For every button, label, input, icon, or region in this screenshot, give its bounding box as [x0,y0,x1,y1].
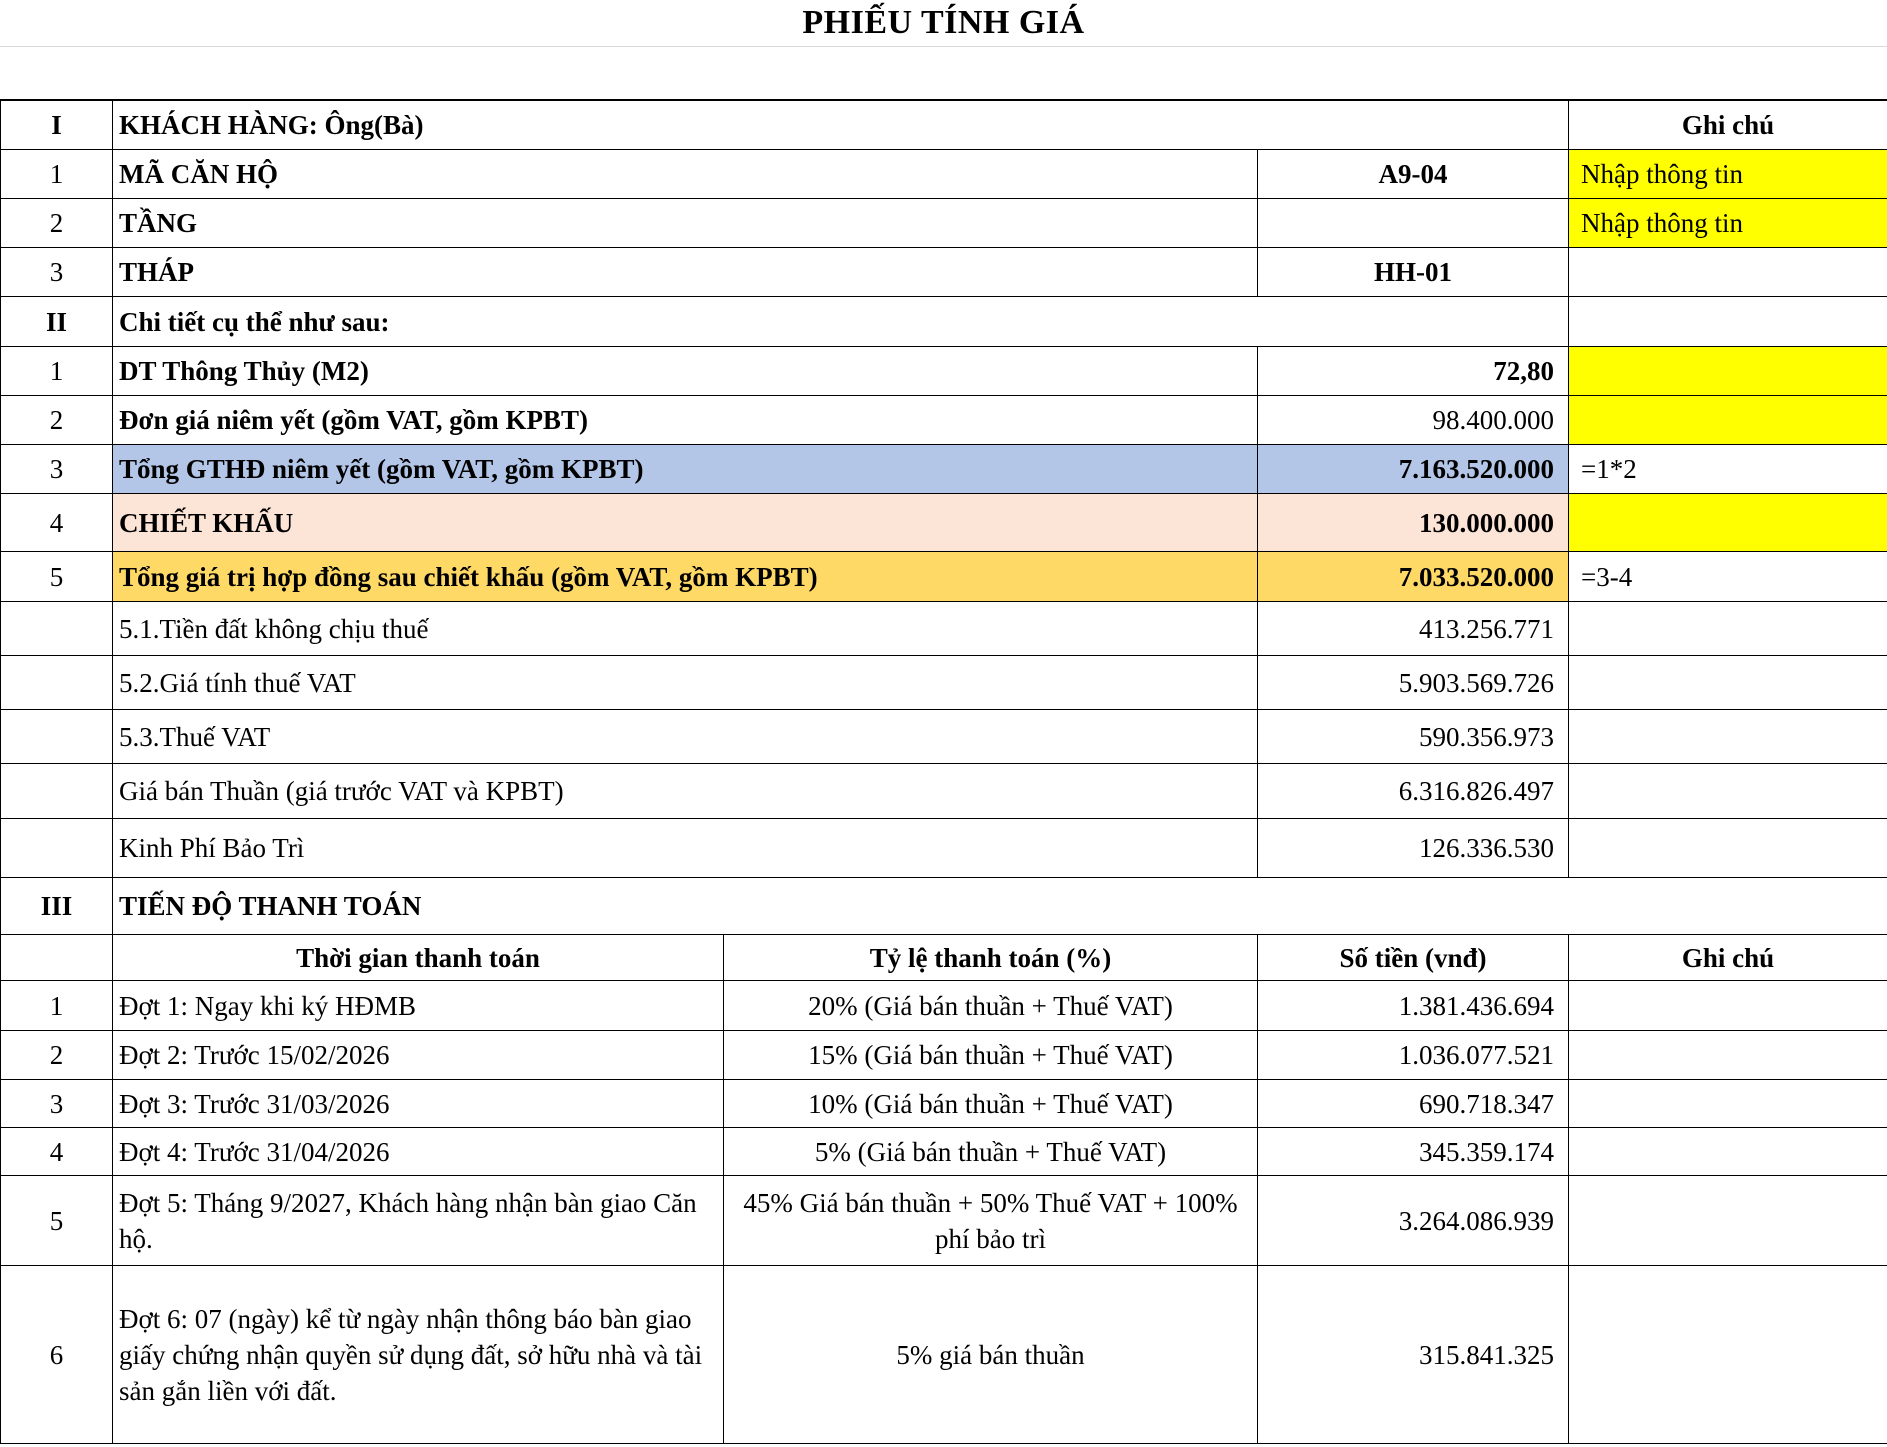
empty-cell [724,396,1258,445]
area-value[interactable]: 72,80 [1258,347,1569,396]
table-row [1,199,1887,248]
section-i-header [1,101,1887,150]
table-row [1,819,1887,878]
table-row [1,656,1887,710]
section-roman: II [1,297,113,347]
floor-cell[interactable] [1258,199,1569,248]
empty-cell [724,347,1258,396]
unit-price-value[interactable]: 98.400.000 [1258,396,1569,445]
net-price-value[interactable]: 6.316.826.497 [1258,764,1569,819]
apartment-code-cell[interactable]: A9-04 [1258,150,1569,199]
input-note-cell[interactable]: Nhập thông tin [1569,150,1887,199]
empty-cell [1,602,113,656]
row-number: 5 [1,1176,113,1266]
discount-value[interactable]: 130.000.000 [1258,494,1569,552]
note-cell[interactable] [1569,297,1887,347]
row-number: 2 [1,199,113,248]
payment-time: Đợt 4: Trước 31/04/2026 [113,1128,724,1176]
payment-rate: 10% (Giá bán thuần + Thuế VAT) [724,1080,1258,1128]
row-number: 4 [1,494,113,552]
column-header: Thời gian thanh toán [113,935,724,981]
row-label: TẦNG [113,199,1258,248]
vat-base-value[interactable]: 5.903.569.726 [1258,656,1569,710]
contract-total-value[interactable]: 7.033.520.000 [1258,552,1569,602]
payment-time: Đợt 6: 07 (ngày) kể từ ngày nhận thông báo bàn giao giấy chứng nhận quyền sử dụng đất, sở hữu nhà và tài sản gắn liền với đất. [113,1266,724,1444]
row-label: DT Thông Thủy (M2) [113,347,724,396]
table-row [1,494,1887,552]
empty-cell [1,764,113,819]
column-header: Tỷ lệ thanh toán (%) [724,935,1258,981]
section-iii-header [1,878,1887,935]
row-label: 5.2.Giá tính thuế VAT [113,656,724,710]
row-label: MÃ CĂN HỘ [113,150,1258,199]
note-cell[interactable] [1569,1080,1887,1128]
payment-rate: 5% giá bán thuần [724,1266,1258,1444]
note-cell[interactable] [1569,602,1887,656]
table-row [1,150,1887,199]
empty-cell [724,656,1258,710]
row-label: 5.1.Tiền đất không chịu thuế [113,602,724,656]
note-cell[interactable] [1569,981,1887,1031]
note-cell[interactable] [1569,764,1887,819]
payment-row [1,1128,1887,1176]
note-cell[interactable] [1569,710,1887,764]
payment-row [1,1031,1887,1080]
quote-table [0,100,1887,1444]
row-number: 1 [1,150,113,199]
total-listed-value[interactable]: 7.163.520.000 [1258,445,1569,494]
formula-note[interactable]: =1*2 [1569,445,1887,494]
payment-time: Đợt 2: Trước 15/02/2026 [113,1031,724,1080]
empty-cell [1,935,113,981]
column-header: Ghi chú [1569,935,1887,981]
section-label: Chi tiết cụ thể như sau: [113,297,1569,347]
input-note-cell[interactable] [1569,396,1887,445]
payment-rate: 45% Giá bán thuần + 50% Thuế VAT + 100% phí bảo trì [724,1176,1258,1266]
empty-cell [724,819,1258,878]
payment-row [1,1080,1887,1128]
empty-cell [1,710,113,764]
input-note-cell[interactable] [1569,347,1887,396]
row-number: 3 [1,445,113,494]
payment-time: Đợt 1: Ngay khi ký HĐMB [113,981,724,1031]
payment-time: Đợt 5: Tháng 9/2027, Khách hàng nhận bàn giao Căn hộ. [113,1176,724,1266]
customer-label: KHÁCH HÀNG: Ông(Bà) [113,101,724,150]
row-number: 3 [1,248,113,297]
table-row [1,764,1887,819]
table-row [1,248,1887,297]
payment-rate: 15% (Giá bán thuần + Thuế VAT) [724,1031,1258,1080]
payment-rate: 20% (Giá bán thuần + Thuế VAT) [724,981,1258,1031]
row-label: Tổng GTHĐ niêm yết (gồm VAT, gồm KPBT) [113,445,1258,494]
row-number: 1 [1,347,113,396]
note-header: Ghi chú [1569,101,1887,150]
formula-note[interactable]: =3-4 [1569,552,1887,602]
payment-rate: 5% (Giá bán thuần + Thuế VAT) [724,1128,1258,1176]
row-number: 2 [1,1031,113,1080]
title-row [0,0,1887,47]
empty-cell [1,819,113,878]
blank-row [0,47,1887,100]
table-row [1,602,1887,656]
payment-amount[interactable]: 690.718.347 [1258,1080,1569,1128]
row-number: 4 [1,1128,113,1176]
payment-amount[interactable]: 3.264.086.939 [1258,1176,1569,1266]
input-note-cell[interactable]: Nhập thông tin [1569,199,1887,248]
note-cell[interactable] [1569,819,1887,878]
payment-header-row [1,935,1887,981]
payment-row [1,1176,1887,1266]
payment-amount[interactable]: 345.359.174 [1258,1128,1569,1176]
section-roman: III [1,878,113,935]
section-roman: I [1,101,113,150]
row-number: 6 [1,1266,113,1444]
tower-cell[interactable]: HH-01 [1258,248,1569,297]
table-row [1,445,1887,494]
column-header: Số tiền (vnđ) [1258,935,1569,981]
row-label: 5.3.Thuế VAT [113,710,724,764]
row-label: THÁP [113,248,1258,297]
empty-cell [1,656,113,710]
vat-value[interactable]: 590.356.973 [1258,710,1569,764]
note-cell[interactable] [1569,1031,1887,1080]
note-cell[interactable] [1569,1128,1887,1176]
row-label: Đơn giá niêm yết (gồm VAT, gồm KPBT) [113,396,724,445]
land-value[interactable]: 413.256.771 [1258,602,1569,656]
payment-row [1,981,1887,1031]
row-label: Kinh Phí Bảo Trì [113,819,724,878]
note-cell[interactable] [1569,1266,1887,1444]
empty-cell [724,602,1258,656]
note-cell[interactable] [1569,656,1887,710]
section-label: TIẾN ĐỘ THANH TOÁN [113,878,1887,935]
maintenance-fee-value[interactable]: 126.336.530 [1258,819,1569,878]
empty-cell [724,710,1258,764]
row-number: 5 [1,552,113,602]
row-number: 1 [1,981,113,1031]
payment-amount[interactable]: 1.381.436.694 [1258,981,1569,1031]
payment-row [1,1266,1887,1444]
note-cell[interactable] [1569,1176,1887,1266]
table-row [1,396,1887,445]
empty-cell [724,764,1258,819]
table-row [1,347,1887,396]
payment-time: Đợt 3: Trước 31/03/2026 [113,1080,724,1128]
row-label: Tổng giá trị hợp đồng sau chiết khấu (gồm VAT, gồm KPBT) [113,552,1258,602]
customer-name-cell[interactable] [724,101,1569,150]
note-cell[interactable] [1569,248,1887,297]
page-title: PHIẾU TÍNH GIÁ [802,4,1085,41]
row-number: 2 [1,396,113,445]
section-ii-header [1,297,1887,347]
table-row [1,710,1887,764]
payment-amount[interactable]: 1.036.077.521 [1258,1031,1569,1080]
payment-amount[interactable]: 315.841.325 [1258,1266,1569,1444]
row-label: CHIẾT KHẤU [113,494,1258,552]
input-note-cell[interactable] [1569,494,1887,552]
table-row [1,552,1887,602]
row-number: 3 [1,1080,113,1128]
row-label: Giá bán Thuần (giá trước VAT và KPBT) [113,764,724,819]
